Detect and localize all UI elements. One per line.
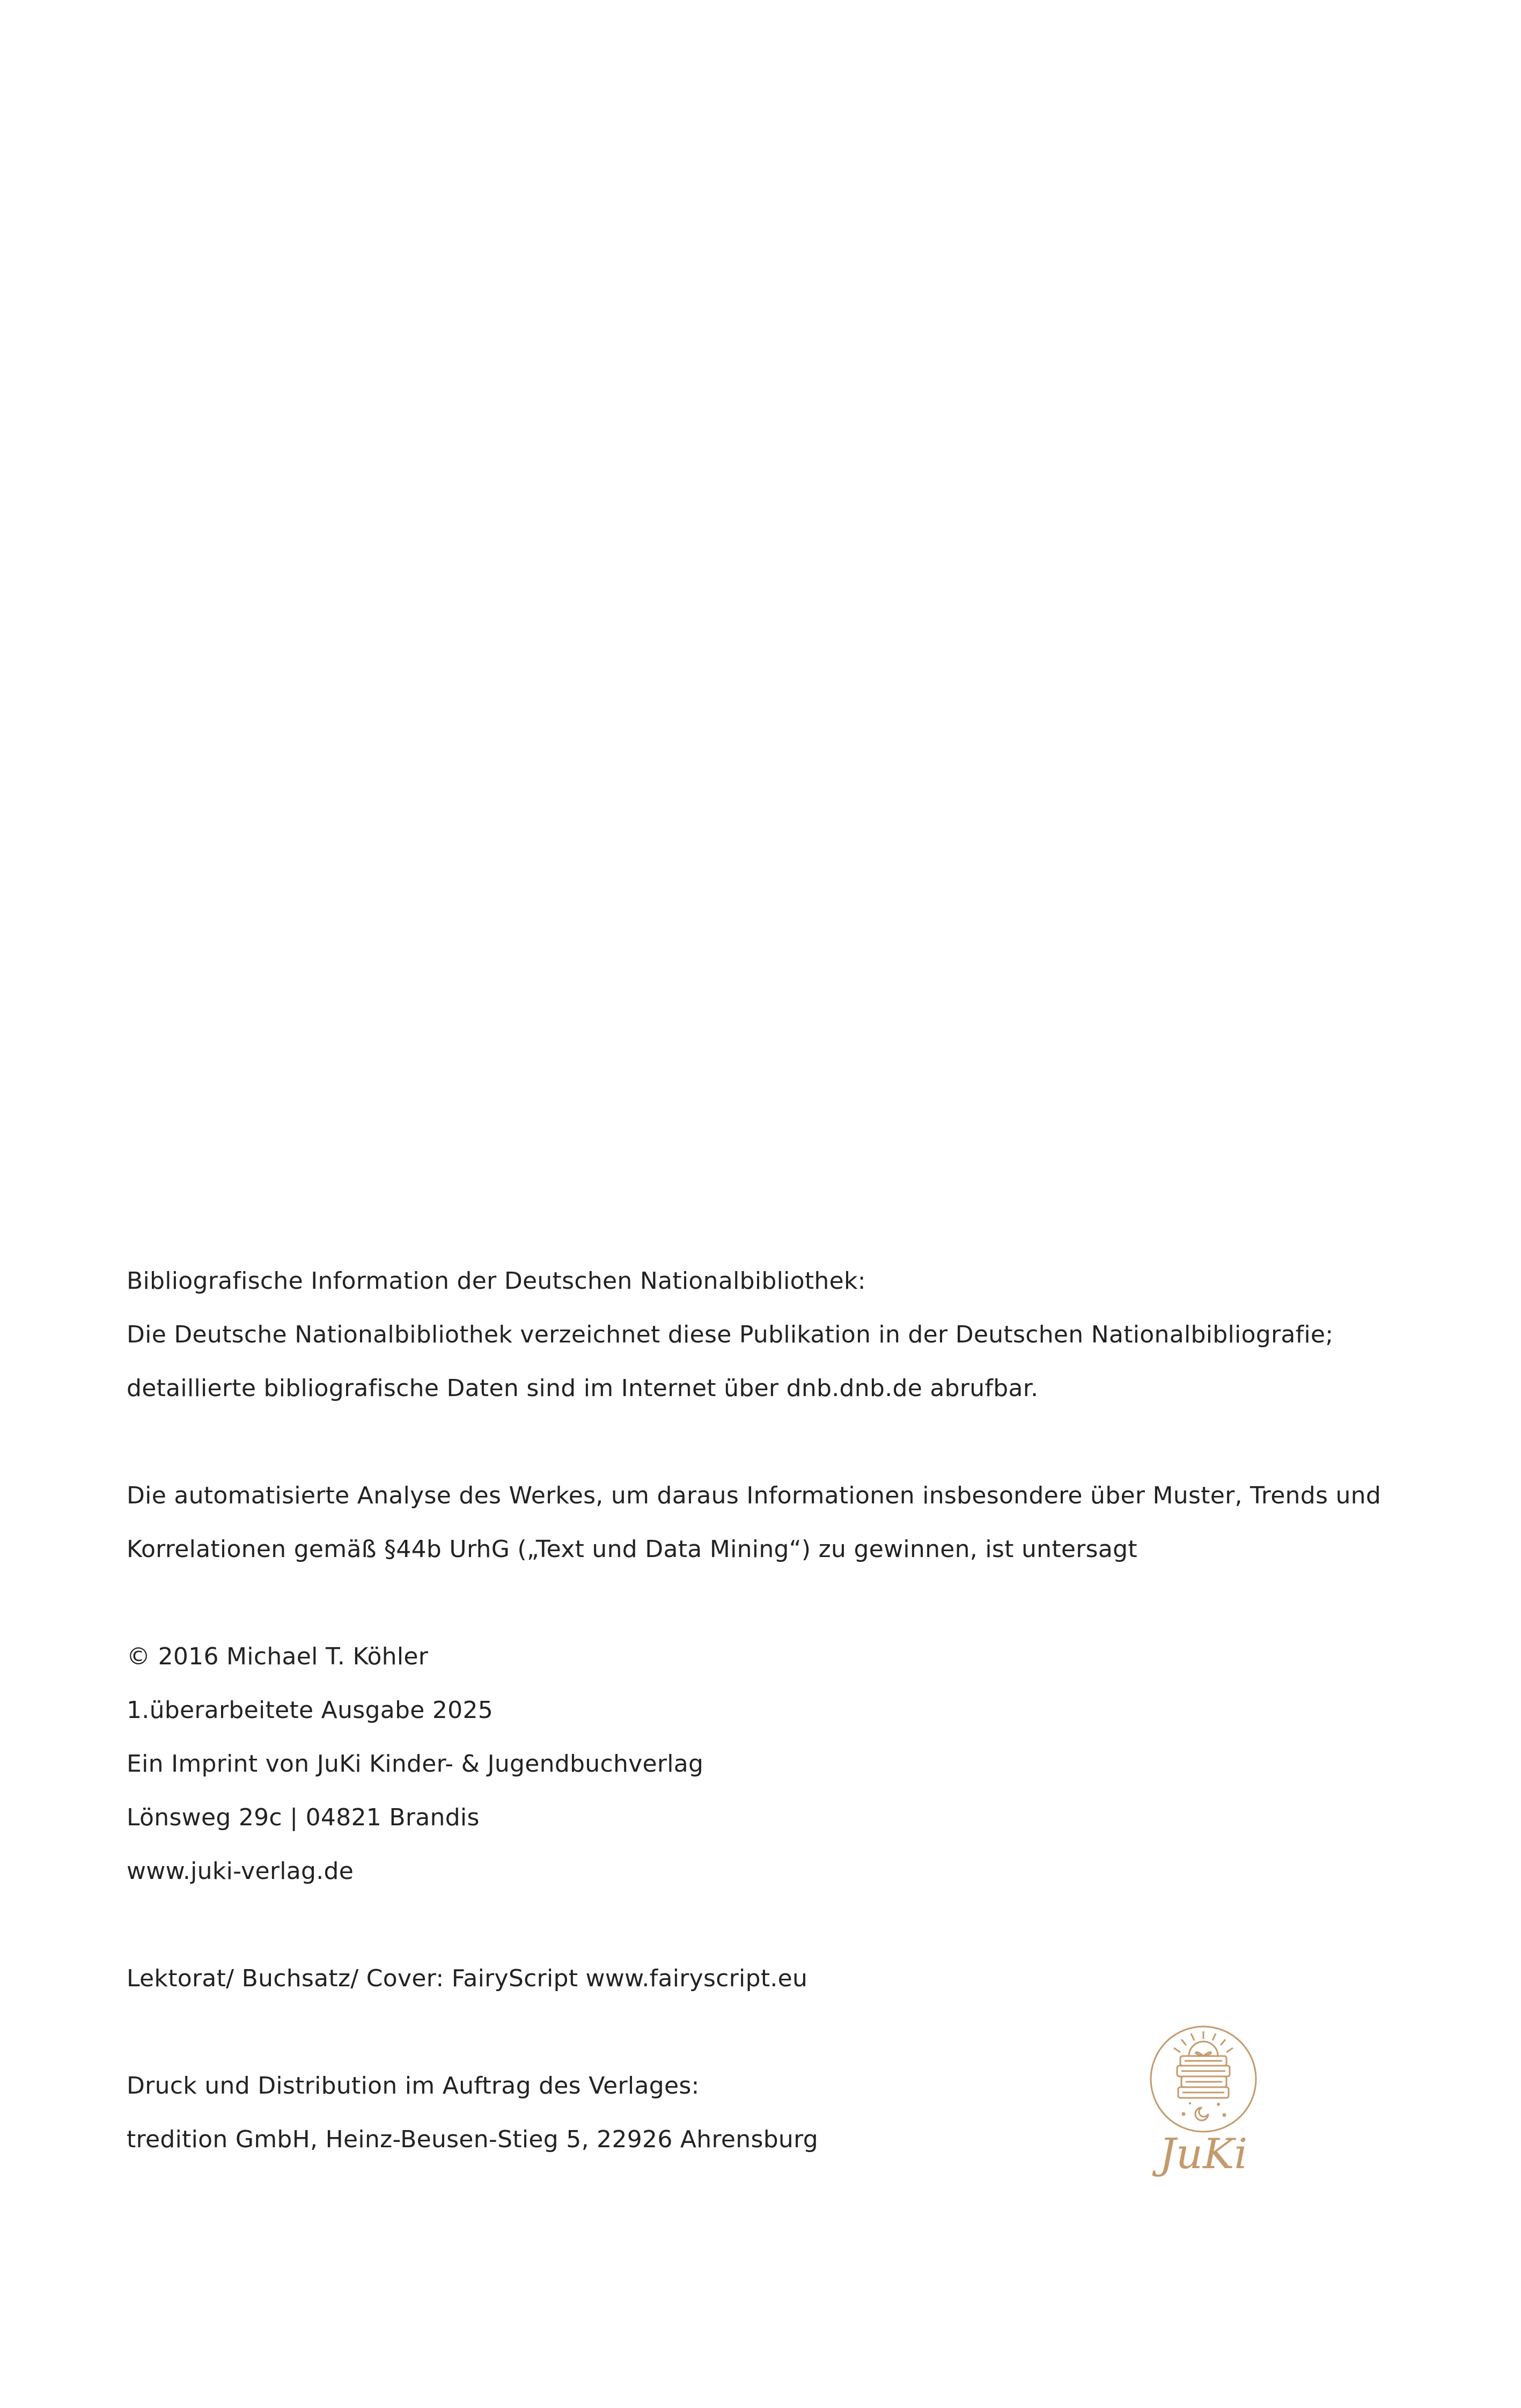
tdm-notice-line-2: Korrelationen gemäß §44b UrhG („Text und Data Mining“) zu gewinnen, ist untersagt [127,1536,1137,1563]
dnb-text-line-1: Die Deutsche Nationalbibliothek verzeichnet diese Publikation in der Deutschen Nationalbibliografie; [127,1321,1334,1348]
books-emblem-icon [1142,2023,1265,2135]
spacer [127,1576,1414,1630]
distribution-line: tredition GmbH, Heinz-Beusen-Stieg 5, 22926 Ahrensburg [127,2126,818,2153]
dnb-heading: Bibliografische Information der Deutschen Nationalbibliothek: [127,1267,866,1295]
copyright-line: © 2016 Michael T. Köhler [127,1643,429,1670]
spacer [127,1898,1414,1952]
address-line: Lönsweg 29c | 04821 Brandis [127,1804,480,1831]
tdm-notice-line-1: Die automatisierte Analyse des Werkes, um daraus Informationen insbesondere über Muster, Trends und [127,1482,1382,1509]
credits-line: Lektorat/ Buchsatz/ Cover: FairyScript www.fairyscript.eu [127,1965,808,1992]
imprint-line: Ein Imprint von JuKi Kinder- & Jugendbuchverlag [127,1750,704,1778]
publisher-logo [1142,2023,1265,2184]
edition-line: 1.überarbeitete Ausgabe 2025 [127,1697,494,1724]
website-line: www.juki-verlag.de [127,1858,354,1885]
spacer [127,1415,1414,1469]
distribution-heading: Druck und Distribution im Auftrag des Verlages: [127,2072,700,2099]
logo-wordmark: JuKi [1159,2130,1248,2178]
dnb-text-line-2: detaillierte bibliografische Daten sind im Internet über dnb.dnb.de abrufbar. [127,1375,1039,1402]
